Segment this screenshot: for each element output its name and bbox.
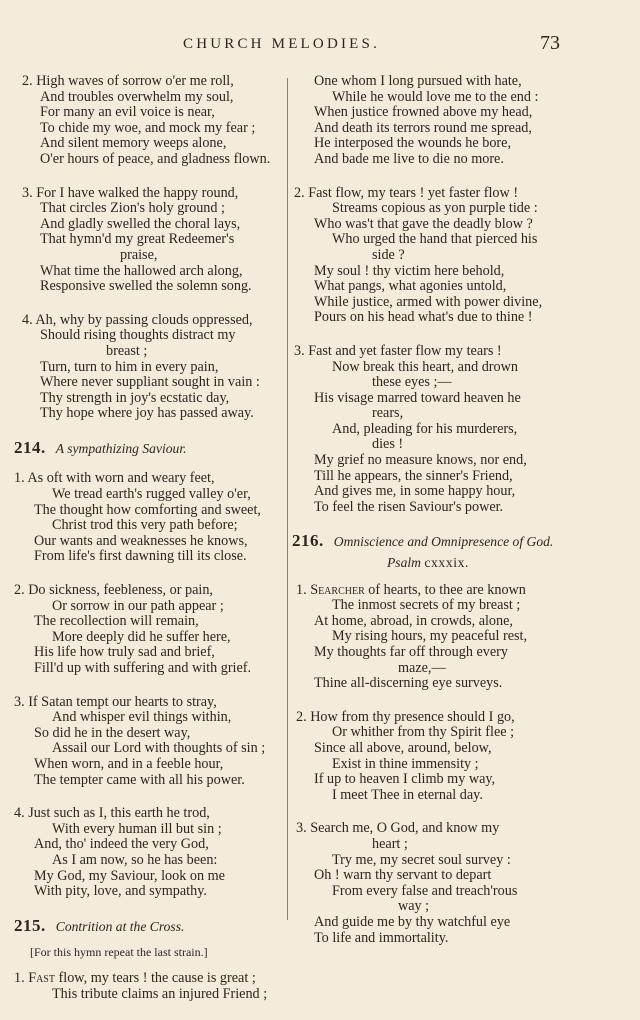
verse-line: Try me, my secret soul survey : — [332, 851, 511, 868]
verse-line: And gives me, in some happy hour, — [314, 483, 516, 500]
verse-line: breast ; — [106, 342, 148, 359]
verse-line: 2. Fast flow, my tears ! yet faster flow ! — [294, 184, 519, 201]
hymn-heading — [14, 915, 282, 936]
right-column — [292, 74, 564, 964]
verse-line: The thought how comforting and sweet, — [34, 501, 261, 518]
verse-line: What pangs, what agonies untold, — [314, 278, 507, 295]
stanza — [292, 710, 564, 804]
verse-line: side ? — [372, 246, 405, 263]
verse-line: As I am now, so he has been: — [52, 851, 218, 868]
verse-line: 1. Searcher of hearts, to thee are known — [296, 581, 526, 598]
verse-line: Since all above, around, below, — [314, 739, 492, 756]
page-number: 73 — [540, 32, 560, 54]
verse-line: That hymn'd my great Redeemer's — [40, 231, 235, 248]
verse-line: 2. How from thy presence should I go, — [296, 708, 515, 725]
verse-line: From every false and treach'rous — [332, 882, 518, 899]
hymn-title: A sympathizing Saviour. — [55, 440, 187, 456]
stanza — [14, 74, 282, 168]
stanza — [14, 313, 282, 422]
verse-line: And silent memory weeps alone, — [40, 135, 227, 152]
verse-line: 2. Do sickness, feebleness, or pain, — [14, 582, 213, 599]
verse-line: Our wants and weaknesses he knows, — [34, 532, 248, 549]
hymn-title: Omniscience and Omnipresence of God. — [333, 534, 554, 550]
verse-line: Thine all-discerning eye surveys. — [314, 675, 503, 692]
verse-line: That circles Zion's holy ground ; — [40, 200, 225, 217]
verse-line: With every human ill but sin ; — [52, 820, 222, 837]
verse-line: 3. For I have walked the happy round, — [22, 184, 239, 201]
stanza — [292, 821, 564, 946]
verse-line: And troubles overwhelm my soul, — [40, 88, 234, 105]
verse-line: 3. If Satan tempt our hearts to stray, — [14, 693, 217, 710]
verse-line: The tempter came with all his power. — [34, 771, 245, 788]
stanza — [292, 186, 564, 326]
verse-line: His visage marred toward heaven he — [314, 389, 521, 406]
hymn-heading — [14, 437, 282, 458]
small-caps-lead: Searcher — [310, 581, 365, 598]
verse-line: Thy strength in joy's ecstatic day, — [40, 389, 230, 406]
verse-line: rears, — [372, 405, 404, 422]
stanza — [14, 971, 282, 1002]
verse-line: The recollection will remain, — [34, 613, 199, 630]
page-header — [0, 32, 640, 60]
verse-line: With pity, love, and sympathy. — [34, 883, 207, 900]
running-title: CHURCH MELODIES. — [183, 36, 381, 52]
verse-line: We tread earth's rugged valley o'er, — [52, 486, 251, 503]
stanza — [14, 695, 282, 789]
stanza — [292, 583, 564, 692]
verse-line: My soul ! thy victim here behold, — [314, 262, 505, 279]
verse-line: Oh ! warn thy servant to depart — [314, 867, 492, 884]
verse-line: What time the hallowed arch along, — [40, 262, 243, 279]
verse-line: way ; — [398, 898, 430, 915]
verse-line: My grief no measure knows, nor end, — [314, 452, 527, 469]
stanza — [292, 344, 564, 516]
verse-line: This tribute claims an injured Friend ; — [52, 985, 268, 1002]
verse-line: O'er hours of peace, and gladness flown. — [40, 150, 271, 167]
verse-line: So did he in the desert way, — [34, 724, 191, 741]
verse-line: 4. Ah, why by passing clouds oppressed, — [22, 311, 253, 328]
verse-line: Till he appears, the sinner's Friend, — [314, 467, 513, 484]
verse-line: To feel the risen Saviour's power. — [314, 498, 504, 515]
verse-line: And whisper evil things within, — [52, 709, 232, 726]
verse-line: maze,— — [398, 659, 446, 676]
verse-line: dies ! — [372, 436, 404, 453]
verse-line: praise, — [120, 246, 158, 263]
verse-line: Or sorrow in our path appear ; — [52, 597, 224, 614]
stanza — [14, 583, 282, 677]
stanza — [14, 471, 282, 565]
verse-line: When worn, and in a feeble hour, — [34, 755, 224, 772]
psalm-reference — [292, 555, 564, 571]
verse-line: these eyes ;— — [372, 374, 452, 391]
verse-line: One whom I long pursued with hate, — [314, 73, 522, 89]
psalm-number: cxxxix. — [424, 555, 469, 571]
verse-line: At home, abroad, in crowds, alone, — [314, 612, 513, 629]
verse-line: And guide me by thy watchful eye — [314, 913, 511, 930]
verse-line: And, pleading for his murderers, — [332, 420, 518, 437]
verse-line: And gladly swelled the choral lays, — [40, 215, 241, 232]
verse-line: And, tho' indeed the very God, — [34, 836, 209, 853]
verse-line: Assail our Lord with thoughts of sin ; — [52, 740, 266, 757]
verse-line: 3. Fast and yet faster flow my tears ! — [294, 342, 502, 359]
stanza — [14, 186, 282, 295]
verse-line: Exist in thine immensity ; — [332, 755, 479, 772]
verse-line: For many an evil voice is near, — [40, 104, 215, 121]
verse-line: Turn, turn to him in every pain, — [40, 358, 219, 375]
verse-line: Or whither from thy Spirit flee ; — [332, 724, 515, 741]
verse-line: Christ trod this very path before; — [52, 517, 238, 534]
verse-line: 2. High waves of sorrow o'er me roll, — [22, 73, 234, 89]
hymn-title: Contrition at the Cross. — [55, 918, 185, 934]
left-column — [14, 74, 282, 1020]
verse-line: Streams copious as yon purple tide : — [332, 200, 538, 217]
verse-line: More deeply did he suffer here, — [52, 628, 231, 645]
hymn-number: 214. — [14, 437, 46, 457]
verse-line: From life's first dawning till its close. — [34, 548, 247, 565]
verse-line: And bade me live to die no more. — [314, 150, 504, 167]
verse-line: Who urged the hand that pierced his — [332, 231, 538, 248]
verse-line: While justice, armed with power divine, — [314, 293, 543, 310]
verse-line: Thy hope where joy has passed away. — [40, 405, 254, 422]
hymn-note: [For this hymn repeat the last strain.] — [30, 945, 208, 960]
verse-line: To life and immortality. — [314, 929, 449, 946]
verse-line: While he would love me to the end : — [332, 88, 539, 105]
small-caps-lead: Fast — [28, 969, 55, 986]
verse-line: Now break this heart, and drown — [332, 358, 518, 375]
verse-line: Who was't that gave the deadly blow ? — [314, 215, 533, 232]
verse-line: My rising hours, my peaceful rest, — [332, 628, 528, 645]
verse-line: Where never suppliant sought in vain : — [40, 374, 260, 391]
verse-line: Responsive swelled the solemn song. — [40, 278, 252, 295]
verse-line: If up to heaven I climb my way, — [314, 771, 496, 788]
column-divider — [287, 78, 288, 920]
stanza — [14, 806, 282, 900]
verse-line: 1. As oft with worn and weary feet, — [14, 470, 215, 487]
verse-line: When justice frowned above my head, — [314, 104, 533, 121]
verse-line: My God, my Saviour, look on me — [34, 867, 225, 884]
stanza — [292, 74, 564, 168]
psalm-label: Psalm — [387, 555, 421, 571]
verse-line: 1. Fast flow, my tears ! the cause is great ; — [14, 969, 256, 986]
hymn-heading — [292, 533, 564, 551]
verse-line: Pours on his head what's due to thine ! — [314, 309, 533, 326]
verse-line: To chide my woe, and mock my fear ; — [40, 119, 256, 136]
verse-line: His life how truly sad and brief, — [34, 644, 215, 661]
hymn-number: 215. — [14, 915, 46, 935]
verse-line: 3. Search me, O God, and know my — [296, 820, 500, 837]
hymn-number: 216. — [292, 531, 324, 551]
verse-line: heart ; — [372, 835, 408, 852]
verse-line: I meet Thee in eternal day. — [332, 786, 483, 803]
verse-line: And death its terrors round me spread, — [314, 119, 532, 136]
verse-line: Should rising thoughts distract my — [40, 327, 236, 344]
verse-line: He interposed the wounds he bore, — [314, 135, 511, 152]
verse-line: 4. Just such as I, this earth he trod, — [14, 805, 210, 822]
verse-line: The inmost secrets of my breast ; — [332, 597, 521, 614]
verse-line: My thoughts far off through every — [314, 644, 508, 660]
verse-line: Fill'd up with suffering and with grief. — [34, 660, 252, 676]
